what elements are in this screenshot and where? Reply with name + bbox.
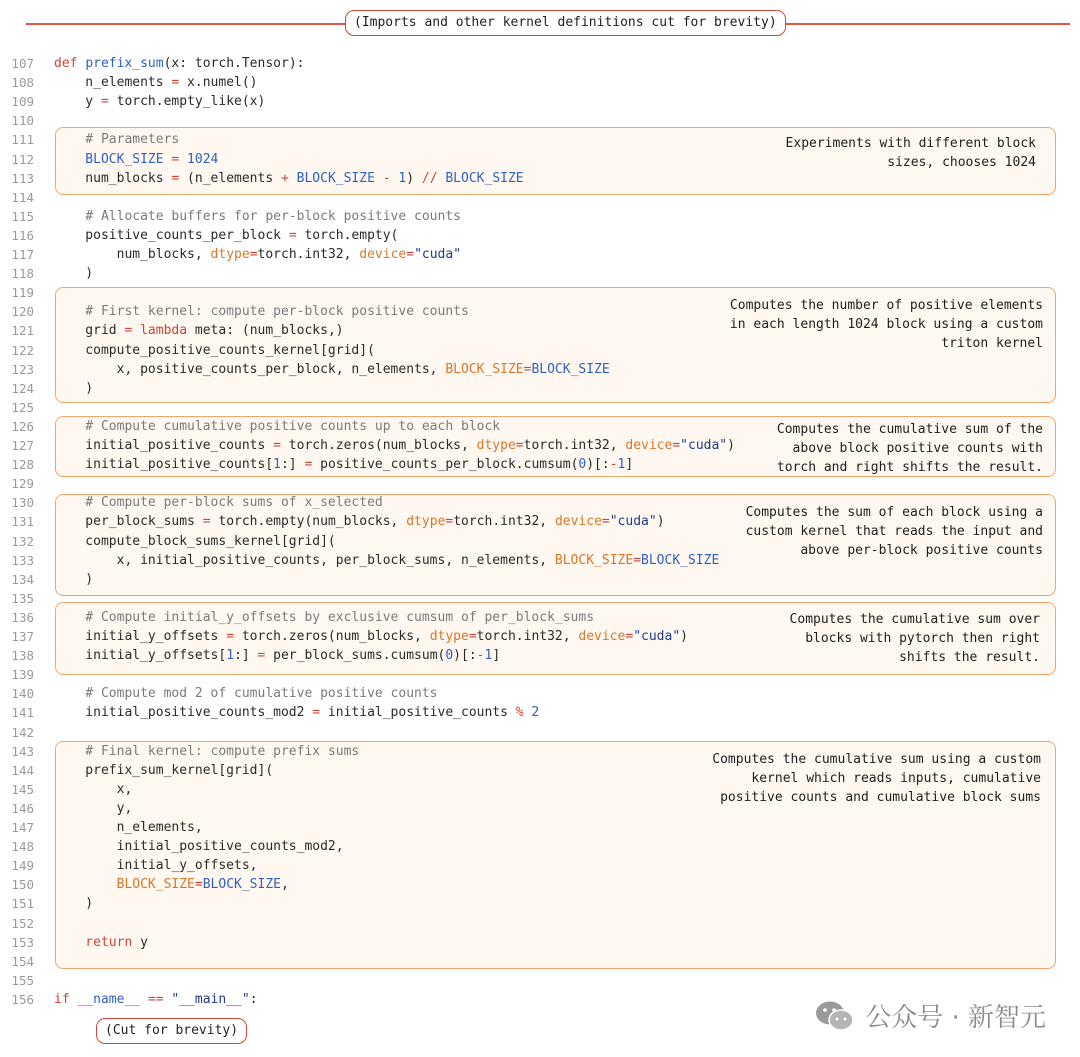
code-line — [54, 703, 539, 722]
line-number: 155 — [11, 972, 34, 988]
code-token: y — [132, 934, 148, 950]
code-line — [54, 73, 258, 92]
code-token: torch.int32, — [476, 629, 579, 644]
code-line — [54, 341, 375, 360]
code-token: = — [304, 457, 313, 473]
code-token: initial_y_offsets, — [54, 858, 258, 874]
code-token: return — [54, 934, 133, 950]
line-number: 154 — [11, 953, 34, 969]
line-number: 112 — [11, 151, 34, 167]
line-number: 109 — [11, 94, 34, 110]
code-token: x, — [54, 781, 133, 797]
line-number: 144 — [11, 762, 34, 778]
line-number: 119 — [11, 285, 34, 301]
code-token: torch.empty( — [296, 227, 399, 243]
code-line — [54, 608, 594, 627]
wechat-icon — [815, 999, 855, 1033]
line-number: 147 — [11, 820, 34, 835]
code-token: )[: — [453, 648, 477, 664]
line-number: 156 — [11, 991, 34, 1007]
code-line — [54, 169, 524, 188]
code-line — [54, 321, 344, 340]
code-token: initial_positive_counts — [320, 705, 516, 721]
code-token: prefix_sum_kernel[grid]( — [54, 762, 274, 778]
code-line — [54, 417, 500, 436]
code-token: "cuda" — [609, 514, 657, 530]
code-line — [54, 837, 344, 856]
code-line — [54, 92, 265, 111]
line-number: 123 — [11, 361, 34, 377]
code-token: x, initial_positive_counts, per_block_sums, n_elements, — [54, 552, 555, 568]
line-number: 116 — [11, 227, 34, 243]
line-number: 107 — [11, 56, 34, 71]
code-token: = — [202, 514, 211, 530]
line-number: 122 — [11, 342, 34, 358]
line-number: 121 — [11, 323, 34, 339]
line-number: 127 — [11, 438, 34, 453]
code-token: = — [171, 170, 180, 186]
line-number: 142 — [11, 724, 34, 740]
code-token: # Compute initial_y_offsets by exclusive cumsum of per_block_sums — [54, 609, 595, 625]
code-token: torch.empty_like(x) — [108, 94, 266, 110]
code-line — [54, 302, 469, 321]
line-number: 148 — [11, 839, 34, 855]
code-token: ) — [54, 266, 94, 282]
code-token: device — [625, 438, 673, 453]
code-token: initial_positive_counts_mod2, — [54, 839, 344, 855]
code-token: ) — [54, 896, 94, 912]
code-token: "__main__" — [171, 991, 250, 1007]
code-token: ) — [54, 571, 94, 587]
code-token: ) — [680, 629, 688, 644]
code-token: % — [515, 705, 524, 721]
code-token: # Compute per-block sums of x_selected — [54, 495, 383, 511]
code-token: = — [515, 438, 524, 453]
code-token: dtype — [476, 438, 516, 453]
code-token: "cuda" — [414, 247, 462, 262]
footer-pill: (Cut for brevity) — [96, 1018, 247, 1044]
code-token: - — [382, 170, 391, 186]
code-token: dtype — [429, 629, 469, 644]
code-line — [54, 551, 719, 570]
code-token: torch.int32, — [523, 438, 626, 453]
line-number: 146 — [11, 800, 34, 816]
code-token: )[: — [586, 457, 610, 473]
code-line — [54, 54, 304, 73]
code-token: BLOCK_SIZE — [437, 170, 524, 186]
line-number: 130 — [11, 495, 34, 511]
code-token: BLOCK_SIZE — [288, 170, 383, 186]
code-token: = — [288, 227, 297, 243]
code-token: BLOCK_SIZE — [202, 877, 281, 893]
line-number: 140 — [11, 686, 34, 702]
code-token: 0 — [578, 457, 587, 473]
code-token: = — [124, 323, 133, 339]
line-number: 115 — [11, 208, 34, 224]
code-token: ) — [656, 514, 665, 530]
code-token: BLOCK_SIZE — [554, 552, 634, 568]
code-token: initial_positive_counts[ — [54, 457, 274, 473]
code-token: per_block_sums — [54, 514, 203, 530]
line-number: 113 — [11, 170, 34, 186]
code-token: meta: (num_blocks,) — [187, 323, 344, 339]
code-token: n_elements — [54, 75, 172, 91]
line-number: 143 — [11, 743, 34, 759]
code-token: 1 — [273, 457, 281, 473]
code-line — [54, 245, 461, 264]
code-token: : — [249, 991, 258, 1007]
code-token: 1024 — [179, 151, 219, 167]
line-number: 133 — [11, 552, 34, 568]
line-number: 132 — [11, 533, 34, 549]
code-line — [54, 264, 93, 283]
line-number: 124 — [11, 380, 34, 396]
code-token: // — [421, 170, 438, 186]
code-line — [54, 742, 359, 761]
annotation-first-kernel: Computes the number of positive elements in each length 1024 block using a custom triton kernel — [729, 298, 1043, 352]
code-token: y — [54, 94, 101, 110]
watermark-text: 公众号 · 新智元 — [865, 1003, 1046, 1033]
code-token: = — [445, 514, 454, 530]
code-token: initial_positive_counts_mod2 — [54, 705, 313, 721]
code-token: ] — [492, 648, 501, 664]
code-token: BLOCK_SIZE — [54, 877, 195, 893]
code-token: torch.int32, — [453, 514, 555, 530]
line-number: 120 — [11, 304, 34, 320]
annotation-block-sums: Computes the sum of each block using a custom kernel that reads the input and above per-block positive counts — [745, 505, 1043, 559]
code-token: num_blocks — [54, 170, 172, 186]
code-token: # Compute cumulative positive counts up to each block — [54, 418, 501, 434]
code-token: 0 — [445, 648, 454, 664]
code-token: ) — [406, 170, 422, 186]
code-token: (x: torch.Tensor): — [163, 56, 305, 71]
line-number: 129 — [11, 476, 34, 492]
line-number: 141 — [11, 705, 34, 721]
line-number: 149 — [11, 858, 34, 874]
code-token: torch.zeros(num_blocks, — [234, 629, 430, 644]
code-token: BLOCK_SIZE — [641, 552, 720, 568]
code-token: lambda — [132, 323, 188, 339]
code-token: = — [194, 877, 203, 893]
watermark — [815, 997, 1046, 1034]
code-line — [54, 532, 336, 551]
code-line — [54, 780, 132, 799]
code-token: == — [140, 991, 172, 1007]
code-token: if — [54, 991, 78, 1007]
line-number: 117 — [11, 247, 34, 262]
code-token: :] — [280, 457, 305, 473]
code-token: device — [359, 247, 407, 262]
code-token: dtype — [210, 247, 250, 262]
code-line — [54, 493, 383, 512]
line-number: 125 — [11, 399, 34, 415]
line-number: 145 — [11, 781, 34, 797]
code-line — [54, 856, 258, 875]
code-token: - — [609, 457, 618, 473]
code-token: torch.empty(num_blocks, — [210, 514, 407, 530]
code-token: torch.zeros(num_blocks, — [280, 438, 477, 453]
code-token: (n_elements — [179, 170, 281, 186]
line-number: 128 — [11, 457, 34, 473]
code-line — [54, 818, 203, 837]
code-line — [54, 436, 735, 455]
code-line — [54, 226, 398, 245]
code-line — [54, 130, 179, 149]
code-token: # Compute mod 2 of cumulative positive counts — [54, 686, 438, 702]
code-token: - — [476, 648, 485, 664]
code-line — [54, 360, 610, 379]
code-token: # First kernel: compute per-block positive counts — [54, 304, 469, 320]
code-token: __name__ — [77, 991, 141, 1007]
code-token: = — [257, 648, 266, 664]
code-token: BLOCK_SIZE — [531, 361, 610, 377]
code-token: 1 — [617, 457, 626, 473]
line-number: 126 — [11, 418, 34, 434]
line-number: 134 — [11, 571, 34, 587]
line-number: 111 — [11, 132, 34, 148]
line-number: 139 — [11, 667, 34, 683]
code-line — [54, 379, 93, 398]
line-number: 152 — [11, 915, 34, 931]
code-token: grid — [54, 323, 125, 339]
code-token: BLOCK_SIZE — [54, 151, 172, 167]
code-token: = — [171, 75, 180, 91]
code-line — [54, 646, 500, 665]
line-number: 137 — [11, 629, 34, 644]
code-token: = — [226, 629, 235, 644]
code-token: device — [554, 514, 602, 530]
code-token: device — [578, 629, 626, 644]
code-token: 2 — [523, 705, 540, 721]
code-token: = — [406, 247, 415, 262]
code-line — [54, 455, 633, 474]
code-token: initial_positive_counts — [54, 438, 274, 453]
line-number: 108 — [11, 75, 34, 91]
line-number: 153 — [11, 934, 34, 950]
code-token: positive_counts_per_block.cumsum( — [312, 457, 579, 473]
code-line — [54, 207, 461, 226]
line-number: 110 — [11, 113, 34, 129]
code-token: 1 — [226, 648, 235, 664]
code-token: positive_counts_per_block — [54, 227, 289, 243]
annotation-y-offsets: Computes the cumulative sum over blocks with pytorch then right shifts the result. — [789, 612, 1040, 666]
code-line — [54, 512, 665, 531]
code-token: = — [171, 151, 180, 167]
code-token: def — [54, 56, 86, 71]
line-number: 135 — [11, 590, 34, 606]
code-token: torch.int32, — [257, 247, 360, 262]
line-number: 136 — [11, 609, 34, 625]
annotation-final-kernel: Computes the cumulative sum using a custom kernel which reads inputs, cumulative positive counts and cumulative block sums — [712, 752, 1041, 806]
code-token: = — [523, 361, 532, 377]
code-token: ) — [727, 438, 735, 453]
code-token: x, positive_counts_per_block, n_elements, — [54, 361, 446, 377]
code-token: = — [312, 705, 321, 721]
code-token: x.numel() — [179, 75, 258, 91]
code-token: num_blocks, — [54, 247, 211, 262]
line-number: 131 — [11, 514, 34, 530]
code-token: ) — [54, 380, 94, 396]
code-token: # Allocate buffers for per-block positive counts — [54, 208, 461, 224]
code-line — [54, 799, 132, 818]
code-token: prefix_sum — [85, 56, 164, 71]
code-token: # Parameters — [54, 132, 180, 148]
code-line — [54, 570, 93, 589]
code-token: = — [633, 552, 642, 568]
code-token: initial_y_offsets[ — [54, 648, 227, 664]
line-number: 150 — [11, 877, 34, 893]
code-line — [54, 894, 93, 913]
code-token: 1 — [484, 648, 493, 664]
line-number: 138 — [11, 648, 34, 664]
code-token: # Final kernel: compute prefix sums — [54, 743, 360, 759]
code-token: y, — [54, 800, 133, 816]
code-token: ] — [625, 457, 634, 473]
header-pill: (Imports and other kernel definitions cut for brevity) — [345, 10, 786, 36]
code-token: = — [468, 629, 477, 644]
code-token: n_elements, — [54, 820, 203, 835]
code-token: dtype — [406, 514, 446, 530]
code-line — [54, 933, 148, 952]
code-token: :] — [234, 648, 258, 664]
code-token: = — [601, 514, 610, 530]
code-token: "cuda" — [680, 438, 728, 453]
code-token: "cuda" — [633, 629, 681, 644]
code-token: compute_block_sums_kernel[grid]( — [54, 533, 336, 549]
line-number: 114 — [11, 189, 34, 205]
code-token: 1 — [390, 170, 407, 186]
code-line — [54, 875, 289, 894]
code-token: = — [273, 438, 281, 453]
code-token: + — [280, 170, 289, 186]
code-token: compute_positive_counts_kernel[grid]( — [54, 342, 375, 358]
code-token: initial_y_offsets — [54, 629, 227, 644]
code-token: = — [100, 94, 109, 110]
line-number: 118 — [11, 266, 34, 282]
code-token: BLOCK_SIZE — [445, 361, 524, 377]
code-line — [54, 761, 273, 780]
code-line — [54, 684, 438, 703]
annotation-cumulative: Computes the cumulative sum of the above block positive counts with torch and right shifts the result. — [776, 422, 1043, 476]
code-line — [54, 627, 688, 646]
code-token: = — [625, 629, 634, 644]
code-token: , — [281, 877, 289, 893]
code-token: = — [249, 247, 258, 262]
code-line — [54, 990, 258, 1009]
code-line — [54, 150, 218, 169]
code-token: per_block_sums.cumsum( — [265, 648, 446, 664]
code-token: = — [672, 438, 681, 453]
annotation-params: Experiments with different block sizes, chooses 1024 — [785, 136, 1036, 171]
line-number: 151 — [11, 896, 34, 912]
